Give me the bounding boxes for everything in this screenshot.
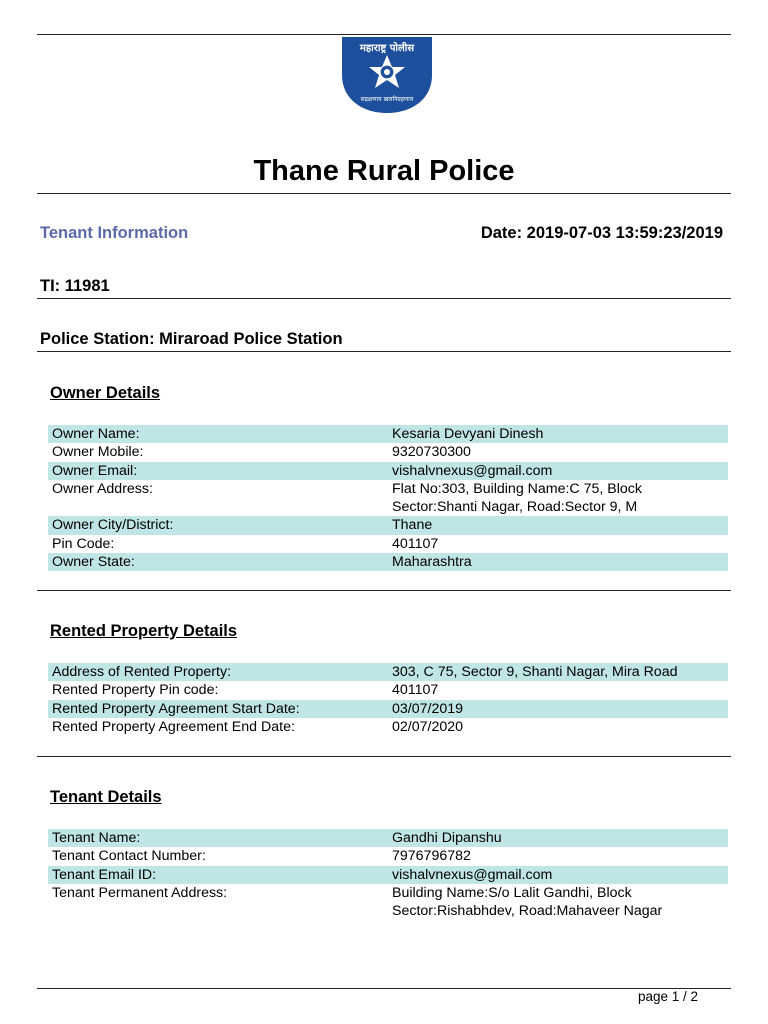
field-label: Owner Mobile: xyxy=(52,444,144,461)
tenant-details-title: Tenant Details xyxy=(50,788,162,806)
field-value-line: 401107 xyxy=(392,535,439,552)
document-date: Date: 2019-07-03 13:59:23/2019 xyxy=(480,224,723,242)
field-value-line: 02/07/2020 xyxy=(392,718,464,735)
field-value xyxy=(392,535,438,553)
table-row xyxy=(48,847,728,865)
field-value-line: Maharashtra xyxy=(392,554,472,571)
field-label: Pin Code: xyxy=(52,535,115,552)
field-value xyxy=(392,663,677,681)
field-value xyxy=(392,443,471,461)
field-label: Owner Name: xyxy=(52,426,140,442)
field-value xyxy=(392,847,471,865)
title-rule xyxy=(37,193,731,194)
maharashtra-police-emblem-icon xyxy=(340,35,434,115)
ti-rule xyxy=(37,298,731,299)
table-row xyxy=(48,884,728,921)
field-value xyxy=(392,516,432,534)
field-value-line: Sector:Shanti Nagar, Road:Sector 9, M xyxy=(392,499,638,516)
police-station: Police Station: Miraroad Police Station xyxy=(40,330,343,348)
table-row xyxy=(48,700,728,718)
field-value-line: Kesaria Devyani Dinesh xyxy=(392,426,544,442)
field-value-line: Sector:Rishabhdev, Road:Mahaveer Nagar xyxy=(392,903,663,920)
table-row xyxy=(48,718,728,736)
footer-rule xyxy=(37,988,731,989)
field-value xyxy=(392,480,642,517)
field-value-line: vishalvnexus@gmail.com xyxy=(392,866,553,883)
field-value-line: 9320730300 xyxy=(392,444,471,461)
table-row xyxy=(48,516,728,534)
field-value xyxy=(392,718,463,736)
tenant-id: TI: 11981 xyxy=(40,277,110,295)
page-number: page 1 / 2 xyxy=(637,989,698,1004)
tenant-information-heading: Tenant Information xyxy=(40,224,189,242)
field-value-line: 401107 xyxy=(392,682,439,699)
ps-rule xyxy=(37,351,731,352)
field-label: Owner Address: xyxy=(52,480,153,497)
owner-rule xyxy=(37,590,731,591)
field-value-line: Building Name:S/o Lalit Gandhi, Block xyxy=(392,884,632,901)
field-value xyxy=(392,462,552,480)
field-label: Tenant Name: xyxy=(52,830,141,846)
field-label: Rented Property Pin code: xyxy=(52,682,219,699)
field-value xyxy=(392,681,438,699)
table-row xyxy=(48,866,728,884)
field-label: Tenant Contact Number: xyxy=(52,848,206,865)
tenant-details-table xyxy=(48,829,728,920)
field-value xyxy=(392,884,662,921)
field-value-line: Thane xyxy=(392,517,433,534)
table-row xyxy=(48,480,728,517)
page-title: Thane Rural Police xyxy=(253,155,515,187)
field-value xyxy=(392,700,463,718)
field-label: Rented Property Agreement Start Date: xyxy=(52,700,300,717)
field-label: Rented Property Agreement End Date: xyxy=(52,718,295,735)
table-row xyxy=(48,535,728,553)
rented-property-details-title: Rented Property Details xyxy=(50,622,238,640)
field-value-line: vishalvnexus@gmail.com xyxy=(392,462,553,479)
field-value xyxy=(392,553,472,571)
field-value-line: 03/07/2019 xyxy=(392,700,464,717)
property-rule xyxy=(37,756,731,757)
field-value-line: 7976796782 xyxy=(392,848,471,865)
table-row xyxy=(48,462,728,480)
svg-text:महाराष्ट्र पोलीस: महाराष्ट्र पोलीस xyxy=(359,43,415,54)
field-label: Address of Rented Property: xyxy=(52,664,232,680)
table-row xyxy=(48,681,728,699)
table-row xyxy=(48,553,728,571)
owner-details-title: Owner Details xyxy=(50,384,161,402)
owner-details-table xyxy=(48,425,728,571)
rented-property-table xyxy=(48,663,728,736)
table-row xyxy=(48,425,728,443)
field-label: Owner State: xyxy=(52,554,135,571)
field-label: Tenant Email ID: xyxy=(52,866,157,883)
field-value xyxy=(392,829,502,847)
field-label: Owner Email: xyxy=(52,462,138,479)
field-value-line: 303, C 75, Sector 9, Shanti Nagar, Mira Road xyxy=(392,664,678,680)
table-row xyxy=(48,829,728,847)
svg-text:सद्रक्षणाय खलनिग्रहणाय: सद्रक्षणाय खलनिग्रहणाय xyxy=(360,96,414,103)
field-value xyxy=(392,866,552,884)
table-row xyxy=(48,443,728,461)
field-label: Owner City/District: xyxy=(52,517,174,534)
field-value-line: Flat No:303, Building Name:C 75, Block xyxy=(392,480,642,497)
table-row xyxy=(48,663,728,681)
field-value-line: Gandhi Dipanshu xyxy=(392,830,502,846)
field-label: Tenant Permanent Address: xyxy=(52,884,228,901)
field-value xyxy=(392,425,543,443)
